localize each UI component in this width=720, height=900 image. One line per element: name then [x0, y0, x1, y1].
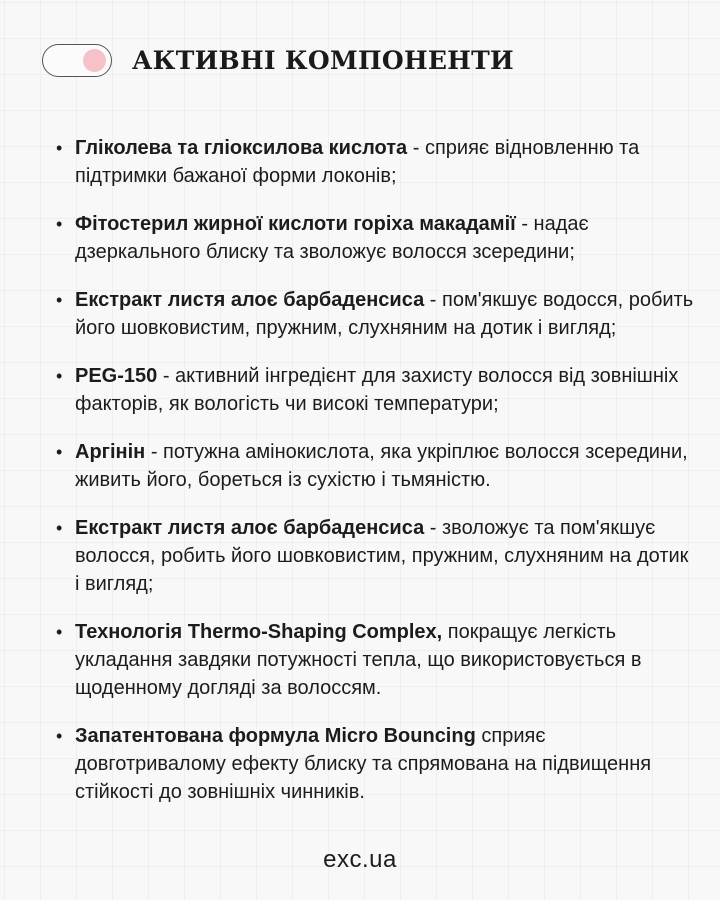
- ingredient-name: Екстракт листя алоє барбаденсиса: [75, 289, 425, 311]
- site-url: exc.ua: [323, 846, 397, 873]
- ingredient-description: - зволожує та пом'якшує волосся, робить його шовковистим, пружним, слухняним на дотик і вигляд;: [75, 517, 689, 595]
- header: [42, 44, 514, 77]
- ingredient-name: Фітостерил жирної кислоти горіха макадамії: [75, 213, 516, 235]
- toggle-switch: [42, 44, 112, 77]
- bullet-icon: •: [56, 214, 63, 234]
- list-item: [56, 722, 696, 806]
- list-item: [56, 514, 696, 598]
- list-item: [56, 618, 696, 702]
- bullet-icon: •: [56, 366, 63, 386]
- ingredient-description: покращує легкість укладання завдяки потужності тепла, що використовується в щоденному догляді за волоссям.: [75, 621, 642, 699]
- ingredient-description: - активний інгредієнт для захисту волосся від зовнішніх факторів, як вологість чи високі температури;: [75, 365, 679, 415]
- ingredient-name: Екстракт листя алоє барбаденсиса: [75, 517, 425, 539]
- ingredient-name: Гліколева та гліоксилова кислота: [75, 137, 408, 159]
- bullet-icon: •: [56, 622, 63, 642]
- bullet-icon: •: [56, 290, 63, 310]
- ingredient-name: Технологія Thermo-Shaping Complex,: [75, 621, 443, 643]
- ingredient-description: - сприяє відновленню та підтримки бажаної форми локонів;: [75, 137, 640, 187]
- ingredient-description: - потужна амінокислота, яка укріплює волосся зсередини, живить його, бореться із сухістю і тьмяністю.: [75, 441, 688, 491]
- ingredient-name: Запатентована формула Micro Bouncing: [75, 725, 476, 747]
- ingredient-description: - надає дзеркального блиску та зволожує волосся зсередини;: [75, 213, 589, 263]
- list-item: [56, 286, 696, 342]
- bullet-icon: •: [56, 138, 63, 158]
- bullet-icon: •: [56, 726, 63, 746]
- list-item: [56, 362, 696, 418]
- bullet-icon: •: [56, 442, 63, 462]
- ingredient-name: Аргінін: [75, 441, 146, 463]
- ingredients-list: [56, 134, 696, 826]
- toggle-knob: [83, 49, 106, 72]
- list-item: [56, 438, 696, 494]
- list-item: [56, 210, 696, 266]
- bullet-icon: •: [56, 518, 63, 538]
- ingredient-description: сприяє довготривалому ефекту блиску та спрямована на підвищення стійкості до зовнішніх чинників.: [75, 725, 652, 803]
- page-title: АКТИВНІ КОМПОНЕНТИ: [132, 46, 514, 75]
- ingredient-name: PEG-150: [75, 365, 158, 387]
- ingredient-description: - пом'якшує водосся, робить його шовковистим, пружним, слухняним на дотик і вигляд;: [75, 289, 694, 339]
- list-item: [56, 134, 696, 190]
